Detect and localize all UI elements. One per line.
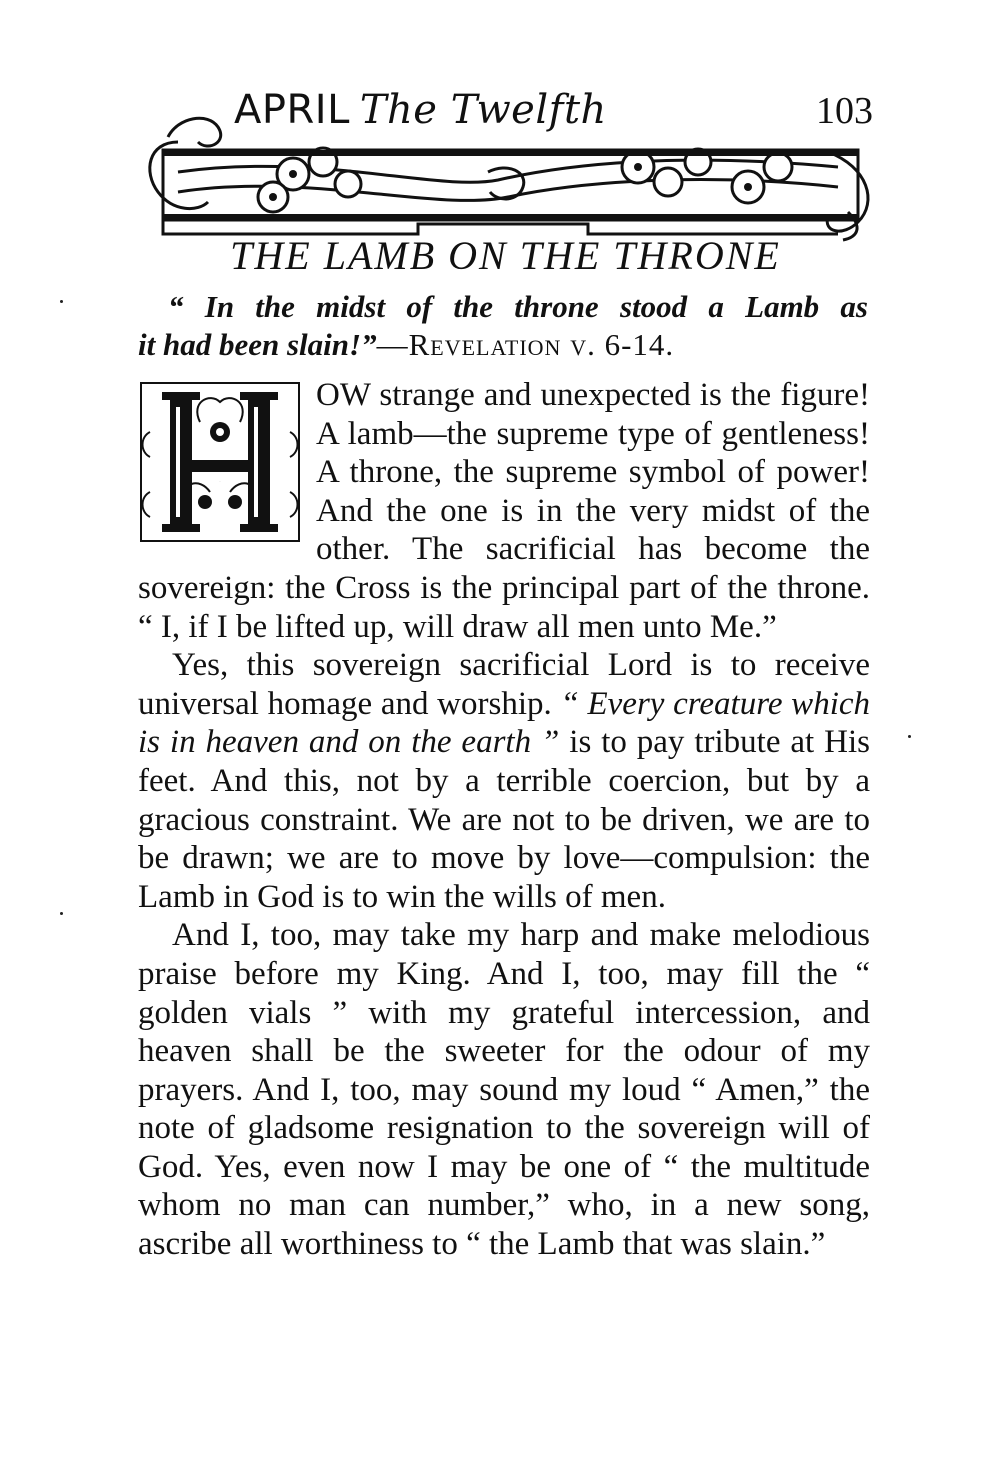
ornamental-header-band [138, 112, 873, 242]
epigraph [138, 288, 868, 364]
paragraph-2-text-b: is to pay tribute at His feet. And this, not by a terrible coercion, but by a gracious constraint. We are not to be driven, we are to be drawn; we are to move by love—compulsion: the Lamb in God is to win the wills of men. [138, 724, 870, 915]
margin-speck [908, 735, 911, 738]
paragraph-2-text-a: Yes, this sovereign sacrificial Lord is to receive universal homage and worship. [138, 647, 870, 722]
margin-speck [60, 300, 63, 303]
paragraph-2-italic-quote: “ Every creature which is in heaven and on the earth ” [138, 685, 871, 761]
paragraph-1-text: OW strange and unexpected is the figure! A lamb—the supreme type of gentleness! A throne, the supreme symbol of power! And the one is in the very midst of the other. The sacrificial has become the sovereign: the Cross is the principal part of the throne. “ I, if I be lifted up, will draw all men unto Me.” [138, 377, 870, 645]
page-header [138, 82, 873, 242]
paragraph-1 [138, 376, 870, 646]
header-day: The Twelfth [359, 87, 607, 133]
margin-speck [60, 912, 63, 915]
body-text [138, 376, 870, 1264]
chapter-title: THE LAMB ON THE THRONE [230, 233, 781, 278]
paragraph-2 [138, 646, 870, 916]
epigraph-line-1: “ In the midst of the throne stood a Lamb as [168, 289, 868, 324]
drop-cap-letter: H [219, 482, 221, 483]
epigraph-reference: —Revelation v. 6-14. [376, 327, 675, 362]
paragraph-3: And I, too, may take my harp and make melodious praise before my King. And I, too, may fill the “ golden vials ” with my grateful intercession, and heaven shall be the sweeter for the odour of my prayers. And I, too, may sound my loud “ Amen,” the note of gladsome resignation to the sovereign will of God. Yes, even now I may be one of “ the multitude whom no man can number,” who, in a new song, ascribe all worthiness to “ the Lamb that was slain.” [138, 917, 870, 1263]
page-number: 103 [816, 90, 873, 132]
drop-cap-space [138, 376, 316, 541]
epigraph-quote-end: it had been slain!” [138, 327, 377, 362]
header-month: APRIL [234, 87, 350, 133]
